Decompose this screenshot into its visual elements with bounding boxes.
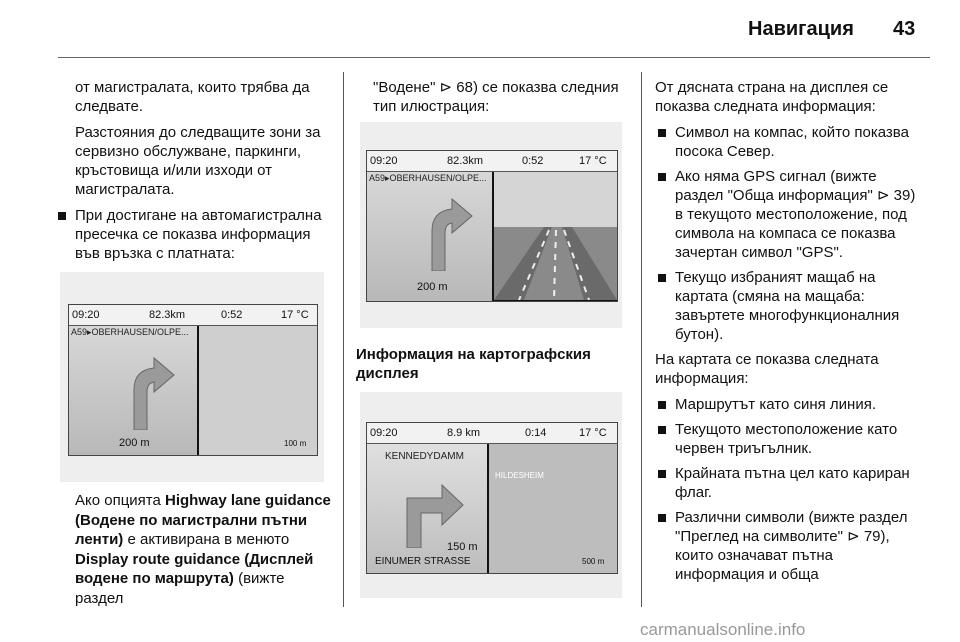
bullet-text: Различни символи (вижте раздел "Преглед на символите" ⊳ 79), които означават пътна информация и обща [675, 509, 908, 583]
column-3 [655, 78, 923, 590]
status-bar [69, 305, 317, 326]
bullet-text: Крайната пътна цел като кариран флаг. [675, 465, 910, 501]
next-street: EINUMER STRASSE [375, 556, 471, 567]
figure-3 [360, 392, 622, 598]
highway-lanes-view [494, 172, 617, 300]
bullet-text: Текущо избраният мащаб на картата (смяна на мащаба: завъртете многофункционалния бутон). [675, 269, 900, 343]
col2-paragraph-1: "Водене" ⊳ 68) се показва следния тип илюстрация: [373, 79, 619, 115]
nav-screen-3 [366, 422, 618, 574]
bullet-text: Маршрутът като синя линия. [675, 396, 876, 413]
bullet-icon [658, 514, 666, 522]
col3-paragraph-1: От дясната страна на дисплея се показва следната информация: [655, 79, 889, 115]
street-name: A59▸OBERHAUSEN/OLPE... [71, 327, 189, 337]
bullet-text: Ако няма GPS сигнал (вижте раздел "Обща информация" ⊳ 39) в текущото местоположение, под символа на компаса се показва зачертан символ "GPS". [675, 168, 916, 261]
bullet-icon [658, 173, 666, 181]
turn-arrow-icon [119, 350, 179, 430]
street-name: A59▸OBERHAUSEN/OLPE... [369, 173, 487, 183]
map-scale: 500 m [582, 557, 605, 566]
temperature: 17 °C [579, 155, 607, 167]
column-divider-1 [343, 72, 344, 607]
eta-readout: 0:52 [221, 309, 243, 321]
col1-bullet [55, 206, 329, 263]
clock: 09:20 [370, 155, 398, 167]
bullet-text: Текущото местоположение като червен триъгълник. [675, 421, 898, 457]
map-panel [199, 325, 317, 455]
eta-readout: 0:14 [525, 427, 547, 439]
col1-paragraph-2: Разстояния до следващите зони за сервизно обслужване, паркинги, кръстовища и/или изходи от магистралата. [75, 124, 321, 198]
bullet-icon [658, 470, 666, 478]
figure-2 [360, 122, 622, 328]
col3-bullet-5 [655, 420, 923, 458]
col1-p3-text-a: Ако опцията [75, 492, 166, 509]
bullet-icon [58, 212, 66, 220]
map-scale: 100 m [284, 439, 307, 448]
col1-p3-text-c: (вижте раздел [75, 570, 285, 607]
map-place-label: HILDESHEIM [495, 471, 544, 480]
eta-readout: 0:52 [522, 155, 544, 167]
col1-bullet-text: При достигане на автомагистрална пресечка се показва информация във връзка с платната: [75, 207, 322, 262]
column-1 [75, 78, 329, 269]
section-heading: Информация на картографския дисплея [356, 346, 591, 382]
page-header-title: Навигация [748, 18, 854, 40]
col1-p3-text-b: е активирана в менюто [123, 531, 290, 548]
nav-screen-2 [366, 150, 618, 302]
col1-p3-option-name: Highway lane guidance (Водене по магистрални пътни ленти) [75, 492, 331, 548]
distance-readout: 82.3km [149, 309, 186, 321]
col3-bullet-2 [655, 167, 923, 262]
city-map-panel [489, 443, 617, 573]
clock: 09:20 [370, 427, 398, 439]
bullet-icon [658, 129, 666, 137]
next-turn-distance: 200 m [119, 437, 150, 449]
bullet-text: Символ на компас, който показва посока Север. [675, 124, 909, 160]
clock: 09:20 [72, 309, 100, 321]
col3-bullet-1 [655, 123, 923, 161]
watermark: carmanualsonline.info [640, 620, 806, 639]
next-turn-distance: 150 m [447, 541, 478, 553]
col3-bullet-7 [655, 508, 923, 584]
turn-arrow-icon [417, 191, 477, 271]
bullet-icon [658, 274, 666, 282]
status-bar [367, 151, 617, 172]
bullet-icon [658, 401, 666, 409]
col1-paragraph-1: от магистралата, които трябва да следвате. [75, 79, 310, 115]
distance-readout: 82.3km [447, 155, 484, 167]
column-1-continued [75, 491, 333, 608]
page-number: 43 [893, 18, 916, 40]
col1-p3-menu-name: Display route guidance (Дисплей водене по маршрута) [75, 550, 314, 587]
turn-right-arrow-icon [397, 473, 467, 548]
temperature: 17 °C [281, 309, 309, 321]
col3-paragraph-2: На картата се показва следната информация: [655, 351, 879, 387]
header-rule [58, 57, 930, 58]
nav-screen-1 [68, 304, 318, 456]
next-turn-distance: 200 m [417, 281, 448, 293]
column-divider-2 [641, 72, 642, 607]
col3-bullet-6 [655, 464, 923, 502]
status-bar [367, 423, 617, 444]
col3-bullet-4 [655, 395, 923, 414]
figure-1 [60, 272, 324, 482]
current-street: KENNEDYDAMM [385, 451, 464, 462]
distance-readout: 8.9 km [447, 427, 481, 439]
col3-bullet-3 [655, 268, 923, 344]
column-2 [373, 78, 623, 123]
bullet-icon [658, 426, 666, 434]
temperature: 17 °C [579, 427, 607, 439]
